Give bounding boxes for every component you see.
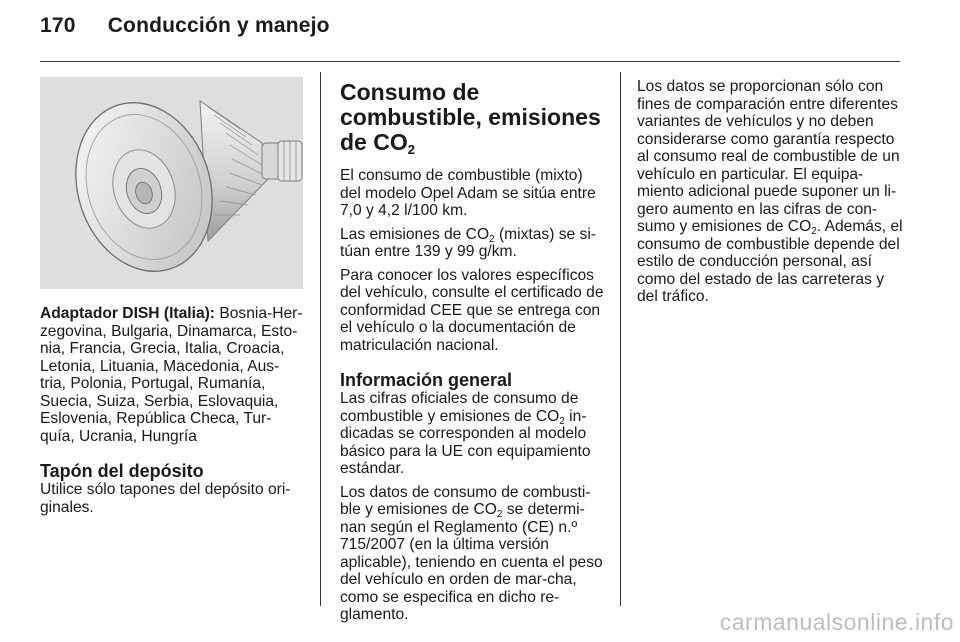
paragraph-reglamento xyxy=(340,484,606,624)
page-number: 170 xyxy=(40,14,76,37)
paragraph-datos-comparacion xyxy=(637,78,903,306)
column-divider-2 xyxy=(620,72,621,606)
heading-informacion-general: Información general xyxy=(340,370,513,390)
paragraph-cifras-oficiales xyxy=(340,390,606,478)
heading-consumo-emisiones xyxy=(340,80,606,155)
column-2 xyxy=(340,74,606,630)
paragraph-valores-especificos: Para conocer los valores específicos del vehículo, consulte el certificado de conformidad CEE que se entrega con el vehículo o la documentación de matriculación nacional. xyxy=(340,266,604,354)
subscript: 2 xyxy=(811,226,817,237)
paragraph-consumo-mixto: El consumo de combustible (mixto) del modelo Opel Adam se sitúa entre 7,0 y 4,2 l/100 km. xyxy=(340,167,596,219)
column-3 xyxy=(637,78,903,312)
caption-text: Bosnia-Her-zegovina, Bulgaria, Dinamarca, Esto-nia, Francia, Grecia, Italia, Croacia, Letonia, Lituania, Macedonia, Aus-tria, Polonia, Portugal, Rumanía, Suecia, Suiza, Serbia, Eslovaquia, Eslovenia, República Checa, Tur-quía, Ucrania, Hungría xyxy=(40,305,303,445)
watermark: carmanualsonline.info xyxy=(719,609,954,635)
caption-label: Adaptador DISH (Italia): xyxy=(40,305,216,322)
heading-subscript: 2 xyxy=(407,142,415,157)
section-title: Conducción y manejo xyxy=(107,14,330,37)
paragraph-tapon: Utilice sólo tapones del depósito ori-ginales. xyxy=(40,481,291,516)
page-header xyxy=(40,14,330,38)
heading-main-text: Consumo de combustible, emisiones de CO xyxy=(340,79,601,155)
text-segment: in-dicadas se corresponden al modelo básico para la UE con equipamiento estándar. xyxy=(340,407,591,477)
subscript: 2 xyxy=(496,509,503,520)
figure-panel xyxy=(40,77,303,289)
text-segment: Los datos de consumo de combusti-ble y emisiones de CO xyxy=(340,483,591,518)
header-rule xyxy=(40,61,900,62)
text-segment: se determi-nan según el Reglamento (CE) n.º 715/2007 (en la última versión aplicable), teniendo en cuenta el peso del vehículo en orden de mar-cha, como se especifica en dicho re-glamento. xyxy=(340,501,603,623)
text-segment: . Además, el consumo de combustible depende del estilo de conducción personal, así como del estado de las carreteras y del tráfico. xyxy=(637,218,903,305)
text-segment: Los datos se proporcionan sólo con fines de comparación entre diferentes variantes de vehículos y no deben considerarse como garantía respecto al consumo real de combustible de un vehículo en particular. El equipa-miento adicional puede suponer un li-gero aumento en las cifras de con-sumo y emisiones de CO xyxy=(637,78,900,235)
paragraph-emisiones xyxy=(340,226,606,261)
fuel-cap-adapter-illustration-icon xyxy=(40,77,303,289)
text-segment: Las cifras oficiales de consumo de combustible y emisiones de CO xyxy=(340,390,579,425)
text-segment: Las emisiones de CO xyxy=(340,225,490,243)
heading-tapon-deposito: Tapón del depósito xyxy=(40,461,204,481)
caption xyxy=(40,305,304,445)
column-1 xyxy=(40,74,304,522)
column-divider-1 xyxy=(320,72,321,606)
text-segment: (mixtas) se si-túan entre 139 y 99 g/km. xyxy=(340,225,596,260)
subscript: 2 xyxy=(559,415,565,427)
subscript: 2 xyxy=(489,233,495,245)
